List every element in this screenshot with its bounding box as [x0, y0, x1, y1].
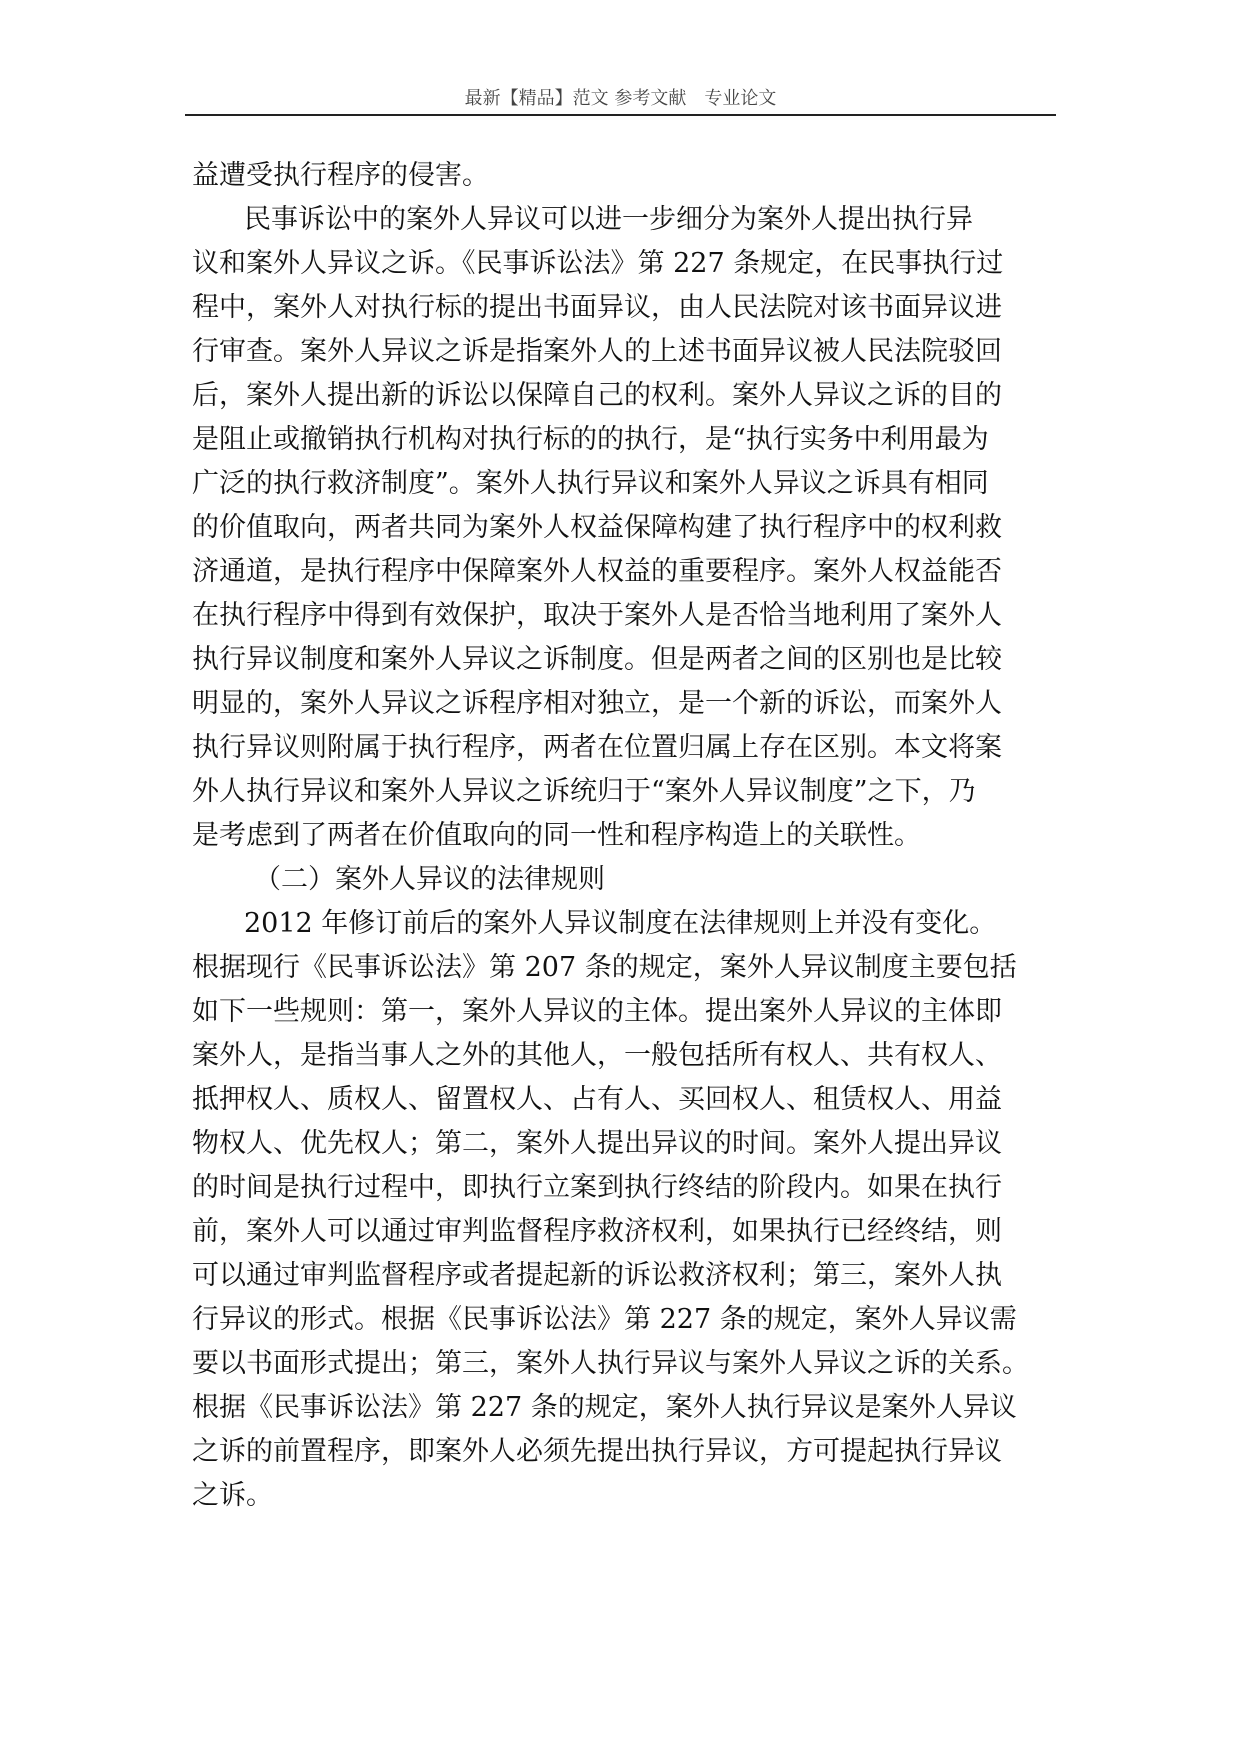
body-line: 可以通过审判监督程序或者提起新的诉讼救济权利；第三，案外人执	[192, 1260, 1002, 1291]
body-line: 行异议的形式。根据《民事诉讼法》第 227 条的规定，案外人异议需	[192, 1304, 1017, 1335]
body-line: 程中，案外人对执行标的提出书面异议，由人民法院对该书面异议进	[192, 292, 1002, 323]
body-line: 根据现行《民事诉讼法》第 207 条的规定，案外人异议制度主要包括	[192, 952, 1017, 983]
document-body	[192, 154, 1054, 1518]
body-line: 行审查。案外人异议之诉是指案外人的上述书面异议被人民法院驳回	[192, 336, 1002, 367]
body-line: 外人执行异议和案外人异议之诉统归于“案外人异议制度”之下，乃	[192, 776, 976, 807]
body-line: 是阻止或撤销执行机构对执行标的的执行，是“执行实务中利用最为	[192, 424, 989, 455]
body-line: 议和案外人异议之诉。《民事诉讼法》第 227 条规定，在民事执行过	[192, 248, 1004, 279]
page-header: 最新【精品】范文 参考文献 专业论文	[464, 88, 777, 109]
body-line: 的价值取向，两者共同为案外人权益保障构建了执行程序中的权利救	[192, 512, 1002, 543]
body-line: 2012 年修订前后的案外人异议制度在法律规则上并没有变化。	[244, 908, 997, 939]
body-line: 执行异议制度和案外人异议之诉制度。但是两者之间的区别也是比较	[192, 644, 1002, 675]
body-line: 之诉的前置程序，即案外人必须先提出执行异议，方可提起执行异议	[192, 1436, 1002, 1467]
body-line: 的时间是执行过程中，即执行立案到执行终结的阶段内。如果在执行	[192, 1172, 1002, 1203]
body-line: 在执行程序中得到有效保护，取决于案外人是否恰当地利用了案外人	[192, 600, 1002, 631]
body-line: 根据《民事诉讼法》第 227 条的规定，案外人执行异议是案外人异议	[192, 1392, 1017, 1423]
body-line: 益遭受执行程序的侵害。	[192, 160, 489, 191]
body-line: 要以书面形式提出；第三，案外人执行异议与案外人异议之诉的关系。	[192, 1348, 1029, 1379]
body-line: 济通道，是执行程序中保障案外人权益的重要程序。案外人权益能否	[192, 556, 1002, 587]
body-line: 之诉。	[192, 1480, 273, 1511]
body-line: 广泛的执行救济制度”。案外人执行异议和案外人异议之诉具有相同	[192, 468, 989, 499]
body-line: 物权人、优先权人；第二，案外人提出异议的时间。案外人提出异议	[192, 1128, 1002, 1159]
body-line: 执行异议则附属于执行程序，两者在位置归属上存在区别。本文将案	[192, 732, 1002, 763]
body-line: 案外人，是指当事人之外的其他人，一般包括所有权人、共有权人、	[192, 1040, 1002, 1071]
body-line: 民事诉讼中的案外人异议可以进一步细分为案外人提出执行异	[244, 204, 973, 235]
section-heading: （二）案外人异议的法律规则	[254, 864, 605, 895]
body-line: 前，案外人可以通过审判监督程序救济权利，如果执行已经终结，则	[192, 1216, 1002, 1247]
body-line: 如下一些规则：第一，案外人异议的主体。提出案外人异议的主体即	[192, 996, 1002, 1027]
body-line: 后，案外人提出新的诉讼以保障自己的权利。案外人异议之诉的目的	[192, 380, 1002, 411]
body-line: 抵押权人、质权人、留置权人、占有人、买回权人、租赁权人、用益	[192, 1084, 1002, 1115]
body-line: 明显的，案外人异议之诉程序相对独立，是一个新的诉讼，而案外人	[192, 688, 1002, 719]
body-line: 是考虑到了两者在价值取向的同一性和程序构造上的关联性。	[192, 820, 921, 851]
header-rule	[185, 114, 1056, 116]
